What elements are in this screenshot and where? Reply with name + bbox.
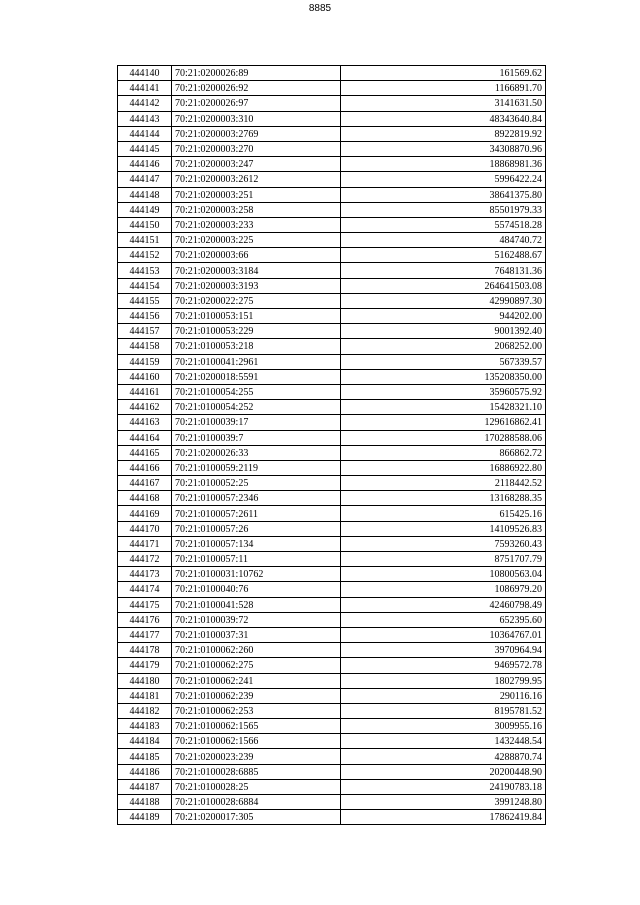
value-cell: 484740.72 (341, 233, 546, 248)
row-number-cell: 444140 (118, 66, 172, 81)
data-table (117, 65, 546, 825)
table-row (118, 400, 546, 415)
value-cell: 48343640.84 (341, 111, 546, 126)
table-row (118, 324, 546, 339)
row-number-cell: 444183 (118, 719, 172, 734)
table-row (118, 430, 546, 445)
row-number-cell: 444146 (118, 157, 172, 172)
table-row (118, 703, 546, 718)
cadastral-number-cell: 70:21:0100062:253 (172, 703, 341, 718)
row-number-cell: 444187 (118, 779, 172, 794)
cadastral-number-cell: 70:21:0200003:258 (172, 202, 341, 217)
value-cell: 4288870.74 (341, 749, 546, 764)
row-number-cell: 444181 (118, 688, 172, 703)
value-cell: 866862.72 (341, 445, 546, 460)
table-row (118, 627, 546, 642)
value-cell: 3991248.80 (341, 795, 546, 810)
value-cell: 18868981.36 (341, 157, 546, 172)
cadastral-number-cell: 70:21:0100041:528 (172, 597, 341, 612)
table-row (118, 521, 546, 536)
table-row (118, 536, 546, 551)
row-number-cell: 444179 (118, 658, 172, 673)
row-number-cell: 444185 (118, 749, 172, 764)
cadastral-number-cell: 70:21:0200003:3184 (172, 263, 341, 278)
cadastral-number-cell: 70:21:0100028:25 (172, 779, 341, 794)
cadastral-number-cell: 70:21:0100057:2611 (172, 506, 341, 521)
row-number-cell: 444173 (118, 567, 172, 582)
cadastral-number-cell: 70:21:0100052:25 (172, 476, 341, 491)
value-cell: 16886922.80 (341, 460, 546, 475)
value-cell: 3141631.50 (341, 96, 546, 111)
cadastral-number-cell: 70:21:0100053:218 (172, 339, 341, 354)
row-number-cell: 444178 (118, 643, 172, 658)
table-row (118, 506, 546, 521)
value-cell: 944202.00 (341, 309, 546, 324)
cadastral-number-cell: 70:21:0100062:260 (172, 643, 341, 658)
table-row (118, 749, 546, 764)
table-row (118, 552, 546, 567)
cadastral-number-cell: 70:21:0100040:76 (172, 582, 341, 597)
value-cell: 1802799.95 (341, 673, 546, 688)
table-row (118, 172, 546, 187)
value-cell: 5996422.24 (341, 172, 546, 187)
row-number-cell: 444169 (118, 506, 172, 521)
value-cell: 8751707.79 (341, 552, 546, 567)
table-row (118, 96, 546, 111)
cadastral-number-cell: 70:21:0100039:17 (172, 415, 341, 430)
table-row (118, 764, 546, 779)
value-cell: 42460798.49 (341, 597, 546, 612)
table-row (118, 476, 546, 491)
row-number-cell: 444157 (118, 324, 172, 339)
row-number-cell: 444149 (118, 202, 172, 217)
table-row (118, 734, 546, 749)
row-number-cell: 444151 (118, 233, 172, 248)
cadastral-number-cell: 70:21:0100039:72 (172, 612, 341, 627)
row-number-cell: 444145 (118, 141, 172, 156)
row-number-cell: 444164 (118, 430, 172, 445)
value-cell: 161569.62 (341, 66, 546, 81)
table-row (118, 339, 546, 354)
value-cell: 5574518.28 (341, 217, 546, 232)
value-cell: 8195781.52 (341, 703, 546, 718)
cadastral-number-cell: 70:21:0200003:247 (172, 157, 341, 172)
value-cell: 264641503.08 (341, 278, 546, 293)
table-row (118, 779, 546, 794)
row-number-cell: 444166 (118, 460, 172, 475)
value-cell: 8922819.92 (341, 126, 546, 141)
page-number: 8885 (308, 3, 332, 14)
cadastral-number-cell: 70:21:0100057:11 (172, 552, 341, 567)
row-number-cell: 444152 (118, 248, 172, 263)
value-cell: 15428321.10 (341, 400, 546, 415)
value-cell: 170288588.06 (341, 430, 546, 445)
cadastral-number-cell: 70:21:0200026:33 (172, 445, 341, 460)
row-number-cell: 444162 (118, 400, 172, 415)
value-cell: 290116.16 (341, 688, 546, 703)
value-cell: 1086979.20 (341, 582, 546, 597)
row-number-cell: 444175 (118, 597, 172, 612)
table-row (118, 369, 546, 384)
table-row (118, 415, 546, 430)
cadastral-number-cell: 70:21:0200003:225 (172, 233, 341, 248)
table-row (118, 157, 546, 172)
row-number-cell: 444189 (118, 810, 172, 825)
cadastral-number-cell: 70:21:0200003:310 (172, 111, 341, 126)
value-cell: 652395.60 (341, 612, 546, 627)
value-cell: 3009955.16 (341, 719, 546, 734)
table-row (118, 719, 546, 734)
row-number-cell: 444141 (118, 81, 172, 96)
cadastral-number-cell: 70:21:0200003:2769 (172, 126, 341, 141)
cadastral-number-cell: 70:21:0100037:31 (172, 627, 341, 642)
cadastral-number-cell: 70:21:0100062:275 (172, 658, 341, 673)
table-row (118, 263, 546, 278)
table-row (118, 111, 546, 126)
cadastral-number-cell: 70:21:0200003:270 (172, 141, 341, 156)
table-row (118, 278, 546, 293)
table-row (118, 567, 546, 582)
value-cell: 85501979.33 (341, 202, 546, 217)
cadastral-number-cell: 70:21:0100053:229 (172, 324, 341, 339)
cadastral-number-cell: 70:21:0200003:3193 (172, 278, 341, 293)
value-cell: 7593260.43 (341, 536, 546, 551)
row-number-cell: 444170 (118, 521, 172, 536)
table-row (118, 445, 546, 460)
row-number-cell: 444159 (118, 354, 172, 369)
table-row (118, 248, 546, 263)
value-cell: 1432448.54 (341, 734, 546, 749)
row-number-cell: 444174 (118, 582, 172, 597)
cadastral-number-cell: 70:21:0100062:1566 (172, 734, 341, 749)
table-row (118, 597, 546, 612)
row-number-cell: 444156 (118, 309, 172, 324)
table-row (118, 217, 546, 232)
value-cell: 7648131.36 (341, 263, 546, 278)
cadastral-number-cell: 70:21:0100054:252 (172, 400, 341, 415)
value-cell: 35960575.92 (341, 384, 546, 399)
row-number-cell: 444180 (118, 673, 172, 688)
value-cell: 615425.16 (341, 506, 546, 521)
cadastral-number-cell: 70:21:0200022:275 (172, 293, 341, 308)
value-cell: 24190783.18 (341, 779, 546, 794)
row-number-cell: 444155 (118, 293, 172, 308)
cadastral-number-cell: 70:21:0200026:89 (172, 66, 341, 81)
cadastral-number-cell: 70:21:0100028:6885 (172, 764, 341, 779)
value-cell: 9469572.78 (341, 658, 546, 673)
table-body (118, 66, 546, 825)
value-cell: 13168288.35 (341, 491, 546, 506)
table-row (118, 643, 546, 658)
row-number-cell: 444172 (118, 552, 172, 567)
cadastral-number-cell: 70:21:0100062:1565 (172, 719, 341, 734)
value-cell: 17862419.84 (341, 810, 546, 825)
value-cell: 38641375.80 (341, 187, 546, 202)
value-cell: 10364767.01 (341, 627, 546, 642)
table-row (118, 141, 546, 156)
cadastral-number-cell: 70:21:0100041:2961 (172, 354, 341, 369)
row-number-cell: 444165 (118, 445, 172, 460)
cadastral-number-cell: 70:21:0100054:255 (172, 384, 341, 399)
row-number-cell: 444176 (118, 612, 172, 627)
cadastral-number-cell: 70:21:0100057:2346 (172, 491, 341, 506)
table-row (118, 582, 546, 597)
table-row (118, 187, 546, 202)
table-row (118, 612, 546, 627)
row-number-cell: 444142 (118, 96, 172, 111)
row-number-cell: 444167 (118, 476, 172, 491)
cadastral-number-cell: 70:21:0200018:5591 (172, 369, 341, 384)
row-number-cell: 444177 (118, 627, 172, 642)
table-row (118, 354, 546, 369)
table-row (118, 673, 546, 688)
value-cell: 10800563.04 (341, 567, 546, 582)
table-row (118, 293, 546, 308)
value-cell: 20200448.90 (341, 764, 546, 779)
table-row (118, 81, 546, 96)
cadastral-number-cell: 70:21:0100053:151 (172, 309, 341, 324)
row-number-cell: 444148 (118, 187, 172, 202)
row-number-cell: 444147 (118, 172, 172, 187)
cadastral-number-cell: 70:21:0200017:305 (172, 810, 341, 825)
row-number-cell: 444153 (118, 263, 172, 278)
value-cell: 9001392.40 (341, 324, 546, 339)
value-cell: 42990897.30 (341, 293, 546, 308)
row-number-cell: 444186 (118, 764, 172, 779)
table-row (118, 126, 546, 141)
row-number-cell: 444150 (118, 217, 172, 232)
table-row (118, 233, 546, 248)
table-row (118, 202, 546, 217)
row-number-cell: 444163 (118, 415, 172, 430)
value-cell: 3970964.94 (341, 643, 546, 658)
value-cell: 5162488.67 (341, 248, 546, 263)
table-row (118, 309, 546, 324)
row-number-cell: 444158 (118, 339, 172, 354)
cadastral-number-cell: 70:21:0100057:134 (172, 536, 341, 551)
value-cell: 2068252.00 (341, 339, 546, 354)
row-number-cell: 444188 (118, 795, 172, 810)
row-number-cell: 444144 (118, 126, 172, 141)
cadastral-number-cell: 70:21:0200026:97 (172, 96, 341, 111)
cadastral-number-cell: 70:21:0100062:239 (172, 688, 341, 703)
cadastral-number-cell: 70:21:0200023:239 (172, 749, 341, 764)
cadastral-number-cell: 70:21:0200003:233 (172, 217, 341, 232)
value-cell: 2118442.52 (341, 476, 546, 491)
value-cell: 135208350.00 (341, 369, 546, 384)
table-row (118, 66, 546, 81)
cadastral-number-cell: 70:21:0200003:2612 (172, 172, 341, 187)
value-cell: 34308870.96 (341, 141, 546, 156)
row-number-cell: 444184 (118, 734, 172, 749)
table-row (118, 810, 546, 825)
cadastral-number-cell: 70:21:0100057:26 (172, 521, 341, 536)
value-cell: 14109526.83 (341, 521, 546, 536)
cadastral-number-cell: 70:21:0200003:251 (172, 187, 341, 202)
table-row (118, 795, 546, 810)
row-number-cell: 444160 (118, 369, 172, 384)
row-number-cell: 444143 (118, 111, 172, 126)
table-row (118, 688, 546, 703)
table-row (118, 460, 546, 475)
cadastral-number-cell: 70:21:0200003:66 (172, 248, 341, 263)
row-number-cell: 444171 (118, 536, 172, 551)
table-row (118, 491, 546, 506)
row-number-cell: 444161 (118, 384, 172, 399)
table-row (118, 658, 546, 673)
row-number-cell: 444182 (118, 703, 172, 718)
value-cell: 129616862.41 (341, 415, 546, 430)
cadastral-number-cell: 70:21:0100062:241 (172, 673, 341, 688)
cadastral-number-cell: 70:21:0100031:10762 (172, 567, 341, 582)
value-cell: 567339.57 (341, 354, 546, 369)
cadastral-number-cell: 70:21:0100028:6884 (172, 795, 341, 810)
cadastral-number-cell: 70:21:0100039:7 (172, 430, 341, 445)
row-number-cell: 444154 (118, 278, 172, 293)
row-number-cell: 444168 (118, 491, 172, 506)
cadastral-number-cell: 70:21:0100059:2119 (172, 460, 341, 475)
value-cell: 1166891.70 (341, 81, 546, 96)
cadastral-number-cell: 70:21:0200026:92 (172, 81, 341, 96)
table-row (118, 384, 546, 399)
